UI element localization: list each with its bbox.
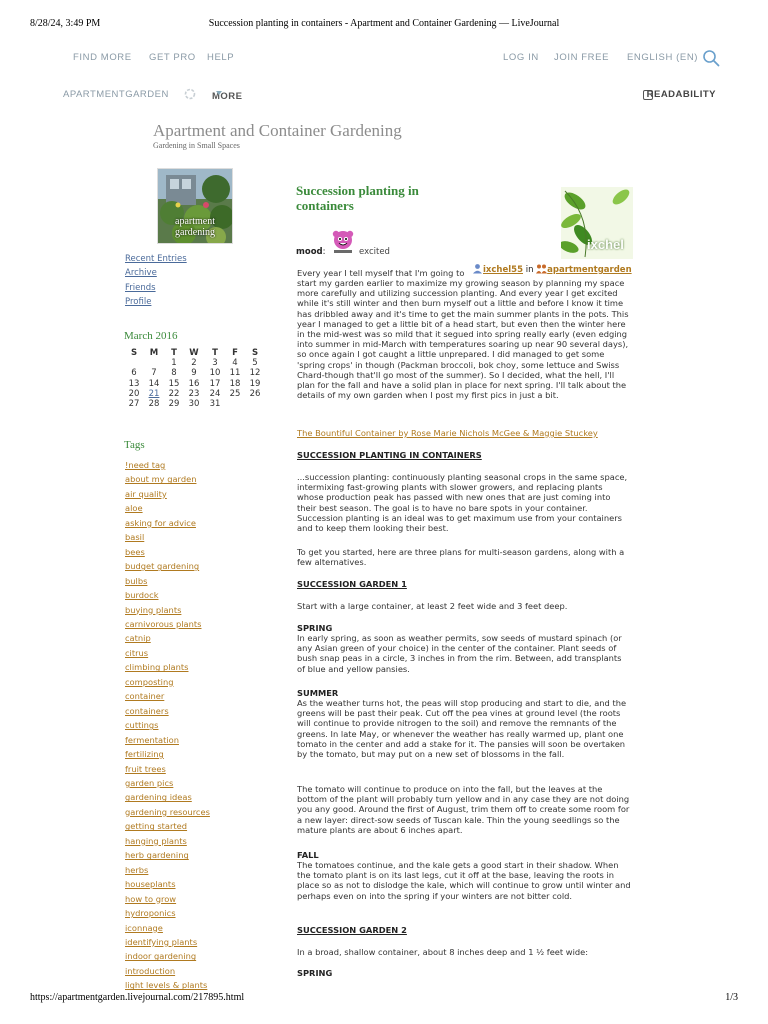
tag-link[interactable]: carnivorous plants bbox=[125, 618, 202, 629]
calendar-day: 24 bbox=[209, 388, 221, 399]
calendar-day: 1 bbox=[171, 358, 177, 369]
community-link[interactable]: apartmentgarden bbox=[547, 265, 632, 275]
more-label: MORE bbox=[212, 91, 243, 102]
calendar-day: 12 bbox=[249, 368, 261, 379]
calendar-day: 28 bbox=[148, 398, 160, 409]
calendar-day: 5 bbox=[252, 358, 258, 369]
in-word: in bbox=[525, 265, 534, 275]
section-heading: SUCCESSION PLANTING IN CONTAINERS bbox=[297, 450, 482, 460]
calendar-week-row bbox=[124, 399, 268, 409]
tag-link[interactable]: citrus bbox=[125, 647, 149, 658]
nav-help[interactable]: HELP bbox=[207, 52, 235, 63]
calendar-weekday: S bbox=[130, 348, 138, 358]
excited-mood-icon bbox=[331, 229, 355, 255]
calendar-week-row bbox=[124, 368, 268, 378]
tag-link[interactable]: burdock bbox=[125, 590, 159, 601]
calendar-weekday: S bbox=[251, 348, 259, 358]
author-username-link[interactable]: ixchel55 bbox=[483, 265, 523, 275]
intro-paragraph: start my garden earlier to maximize my growing season by planning my space more carefully and utilizing succession planting. And every year I get excited while it's still winter and then burn myself out a little and before I know it time has dribbled away and it's time to get the main summer plants in the pots. This year I managed to get a little bit of a head start, but even then the winter here in the mid-west was so mild that it segued into spring really early (even edging into summer in mid-March with temperatures soaring up near 90 several days), so once again I got caught a little unprepared. I did managed to get some 'spring crops' in though (Packman broccoli, bok choy, some lettuce and Swiss Chard-though that'll go most of the summer). So I decided, what the hell, I'll plan for the fall and have a solid plan in place for next spring. I'll talk about the details of my own garden when I post my first pics in just a bit. bbox=[297, 278, 629, 401]
tag-link[interactable]: air quality bbox=[125, 488, 167, 499]
calendar-weekday: T bbox=[171, 348, 177, 358]
tag-link[interactable]: basil bbox=[125, 532, 145, 543]
tag-link[interactable]: introduction bbox=[125, 965, 176, 976]
loading-spinner-icon bbox=[184, 88, 196, 100]
fall-text: The tomatoes continue, and the kale gets a good start in their shadow. When the tomato plant is on its last legs, cut it off at the base, leaving the roots in place so as not to dislodge the kale, which will continue to grow until winter and perhaps even on into the spring if your winters are not bitter cold. bbox=[297, 860, 631, 901]
tag-link[interactable]: herbs bbox=[125, 864, 149, 875]
tag-link[interactable]: light levels & plants bbox=[125, 980, 208, 991]
tag-link[interactable]: aloe bbox=[125, 503, 143, 514]
intro-lead: Every year I tell myself that I'm going to bbox=[297, 268, 465, 278]
tag-link[interactable]: buying plants bbox=[125, 604, 182, 615]
nav-log-in[interactable]: LOG IN bbox=[503, 52, 539, 63]
calendar-day: 17 bbox=[209, 378, 221, 389]
garden1-intro: Start with a large container, at least 2 feet wide and 3 feet deep. bbox=[297, 601, 568, 611]
journal-subtitle: Gardening in Small Spaces bbox=[153, 141, 240, 150]
tag-link[interactable]: hydroponics bbox=[125, 908, 176, 919]
tag-link[interactable]: container bbox=[125, 691, 165, 702]
author-userpic[interactable] bbox=[561, 187, 633, 259]
tag-link[interactable]: how to grow bbox=[125, 893, 177, 904]
tag-link[interactable]: catnip bbox=[125, 633, 151, 644]
calendar-day: 25 bbox=[229, 388, 241, 399]
sidebar-link-profile[interactable]: Profile bbox=[125, 297, 152, 308]
nav-language[interactable]: ENGLISH (EN) bbox=[627, 52, 699, 63]
calendar-day-link[interactable]: 21 bbox=[148, 388, 160, 399]
calendar-week-row bbox=[124, 389, 268, 399]
summer-text: As the weather turns hot, the peas will stop producing and start to die, and the greens will be past their peak. Cut off the pea vines at ground level (the roots will continue to provide nitrogen to the soil) and remove the remnants of the greens. In late May, or whenever the weather has really warmed up, plant one tomato in the center and add a stake for it. The pansies will soon be overtaken by the tomato, but may put on a new set of blossoms in the fall. bbox=[297, 698, 627, 760]
calendar-weekday-row bbox=[124, 348, 268, 358]
calendar-day: 6 bbox=[131, 368, 137, 379]
tag-link[interactable]: houseplants bbox=[125, 879, 176, 890]
calendar-day: 3 bbox=[212, 358, 218, 369]
journal-navigation bbox=[63, 87, 716, 103]
tomato-paragraph: The tomato will continue to produce on into the fall, but the leaves at the bottom of the plant will probably turn yellow and in any case they are not doing you any good. Around the first of August, trim them off to create some room for a new layer: direct-sow seeds of Tuscan kale. Thin the young seedlings so the mature plants are about 6 inches apart. bbox=[297, 784, 630, 835]
calendar-title: March 2016 bbox=[124, 330, 178, 342]
tag-link[interactable]: about my garden bbox=[125, 474, 197, 485]
print-url: https://apartmentgarden.livejournal.com/217895.html bbox=[30, 992, 245, 1003]
tag-link[interactable]: composting bbox=[125, 676, 174, 687]
calendar-day: 16 bbox=[188, 378, 200, 389]
calendar-day: 30 bbox=[188, 398, 200, 409]
post-title[interactable]: Succession planting in containers bbox=[296, 183, 419, 213]
calendar-weekday: M bbox=[149, 348, 159, 358]
tag-link[interactable]: asking for advice bbox=[125, 517, 196, 528]
tag-link[interactable]: bulbs bbox=[125, 575, 148, 586]
tag-link[interactable]: herb gardening bbox=[125, 850, 189, 861]
tag-link[interactable]: garden pics bbox=[125, 777, 174, 788]
spring-text: In early spring, as soon as weather permits, sow seeds of mustard spinach (or any Asian green of your choice) in the center of the container. Plant seeds of bush snap peas in a circle, 3 inches in from the rim. Between, add transplants of blue and yellow pansies. bbox=[297, 633, 622, 674]
garden2-heading: SUCCESSION GARDEN 2 bbox=[297, 925, 407, 935]
plans-paragraph: To get you started, here are three plans for multi-season gardens, along with a few alternatives. bbox=[297, 547, 625, 568]
calendar-day: 27 bbox=[128, 398, 140, 409]
calendar-day: 14 bbox=[148, 378, 160, 389]
summer-heading: SUMMER bbox=[297, 688, 339, 698]
tag-link[interactable]: fermentation bbox=[125, 734, 179, 745]
calendar-day: 8 bbox=[171, 368, 177, 379]
tag-link[interactable]: indoor gardening bbox=[125, 951, 197, 962]
tag-link[interactable]: iconnage bbox=[125, 922, 163, 933]
print-footer bbox=[30, 992, 738, 1006]
garden2-intro: In a broad, shallow container, about 8 inches deep and 1 ½ feet wide: bbox=[297, 947, 589, 957]
tag-link[interactable]: getting started bbox=[125, 821, 188, 832]
search-icon[interactable] bbox=[702, 49, 720, 67]
tag-link[interactable]: climbing plants bbox=[125, 662, 189, 673]
calendar-day: 31 bbox=[209, 398, 221, 409]
journal-userpic[interactable] bbox=[157, 168, 233, 244]
sidebar-link-recent-entries[interactable]: Recent Entries bbox=[125, 254, 187, 264]
garden1-heading: SUCCESSION GARDEN 1 bbox=[297, 579, 407, 589]
calendar-day: 4 bbox=[232, 358, 238, 369]
calendar-day: 11 bbox=[229, 368, 241, 379]
mood-colon: : bbox=[322, 247, 326, 257]
sidebar-link-archive[interactable]: Archive bbox=[125, 268, 157, 279]
tag-link[interactable]: identifying plants bbox=[125, 936, 198, 947]
calendar-day: 9 bbox=[191, 368, 197, 379]
calendar-weekday: T bbox=[212, 348, 218, 358]
calendar-day: 26 bbox=[249, 388, 261, 399]
readability-label[interactable]: READABILITY bbox=[646, 89, 716, 100]
journal-name-link[interactable]: APARTMENTGARDEN bbox=[63, 89, 169, 100]
fall-heading: FALL bbox=[297, 850, 319, 860]
tag-link[interactable]: fruit trees bbox=[125, 763, 166, 774]
print-page-title: Succession planting in containers - Apartment and Container Gardening — LiveJournal bbox=[208, 18, 560, 29]
calendar-week-row bbox=[124, 379, 268, 389]
nav-find-more[interactable]: FIND MORE bbox=[73, 52, 132, 63]
journal-title[interactable]: Apartment and Container Gardening bbox=[153, 121, 402, 140]
tag-link[interactable]: budget gardening bbox=[125, 561, 200, 572]
nav-join-free[interactable]: JOIN FREE bbox=[554, 52, 610, 63]
definition-paragraph: ...succession planting: continuously planting seasonal crops in the same space, intermixing fast-growing plants with slower growers, and replacing plants whose production peak has passed with new ones that are just coming into their best season. The goal is to have no bare spots in your container. Succession planting is an ideal was to get maximum use from your containers and to keep them looking their best. bbox=[297, 472, 628, 534]
calendar-day: 15 bbox=[168, 378, 180, 389]
calendar-day: 7 bbox=[151, 368, 157, 379]
tag-link[interactable]: cuttings bbox=[125, 720, 159, 731]
spring2-heading: SPRING bbox=[297, 968, 333, 978]
print-datetime: 8/28/24, 3:49 PM bbox=[30, 18, 101, 29]
tag-link[interactable]: fertilizing bbox=[125, 749, 164, 760]
calendar bbox=[124, 348, 268, 409]
mood-label: mood bbox=[296, 247, 323, 257]
post-mood bbox=[296, 247, 390, 257]
sidebar-link-friends[interactable]: Friends bbox=[125, 282, 156, 293]
userpic-caption-line1: apartment bbox=[175, 216, 215, 227]
calendar-day: 10 bbox=[209, 368, 221, 379]
tag-link[interactable]: gardening resources bbox=[125, 806, 210, 817]
print-page-number: 1/3 bbox=[725, 992, 738, 1003]
tag-link[interactable]: gardening ideas bbox=[125, 792, 192, 803]
calendar-week-row bbox=[124, 358, 268, 368]
tag-link[interactable]: containers bbox=[125, 705, 169, 716]
tag-link[interactable]: !need tag bbox=[125, 460, 166, 470]
userpic-caption-line2: gardening bbox=[175, 227, 215, 238]
nav-get-pro[interactable]: GET PRO bbox=[149, 52, 196, 63]
print-header bbox=[30, 18, 738, 32]
spring-heading: SPRING bbox=[297, 623, 333, 633]
calendar-day: 2 bbox=[191, 358, 197, 369]
calendar-day: 29 bbox=[168, 398, 180, 409]
top-navigation bbox=[73, 50, 720, 66]
author-pic-caption: ixchel bbox=[587, 237, 624, 252]
calendar-day: 20 bbox=[128, 388, 140, 399]
calendar-day: 23 bbox=[188, 388, 200, 399]
book-link[interactable]: The Bountiful Container by Rose Marie Nichols McGee & Maggie Stuckey bbox=[297, 428, 598, 438]
calendar-day: 18 bbox=[229, 378, 241, 389]
tags-list bbox=[125, 458, 210, 993]
calendar-weekday: W bbox=[189, 348, 199, 358]
tags-title: Tags bbox=[124, 439, 145, 451]
tag-link[interactable]: hanging plants bbox=[125, 835, 187, 846]
tag-link[interactable]: bees bbox=[125, 546, 145, 557]
calendar-day: 22 bbox=[168, 388, 180, 399]
caret-down-icon bbox=[216, 91, 222, 95]
calendar-weekday: F bbox=[232, 348, 238, 358]
calendar-day: 19 bbox=[249, 378, 261, 389]
mood-value: excited bbox=[359, 247, 390, 257]
sidebar-links bbox=[125, 252, 187, 310]
calendar-day: 13 bbox=[128, 378, 140, 389]
